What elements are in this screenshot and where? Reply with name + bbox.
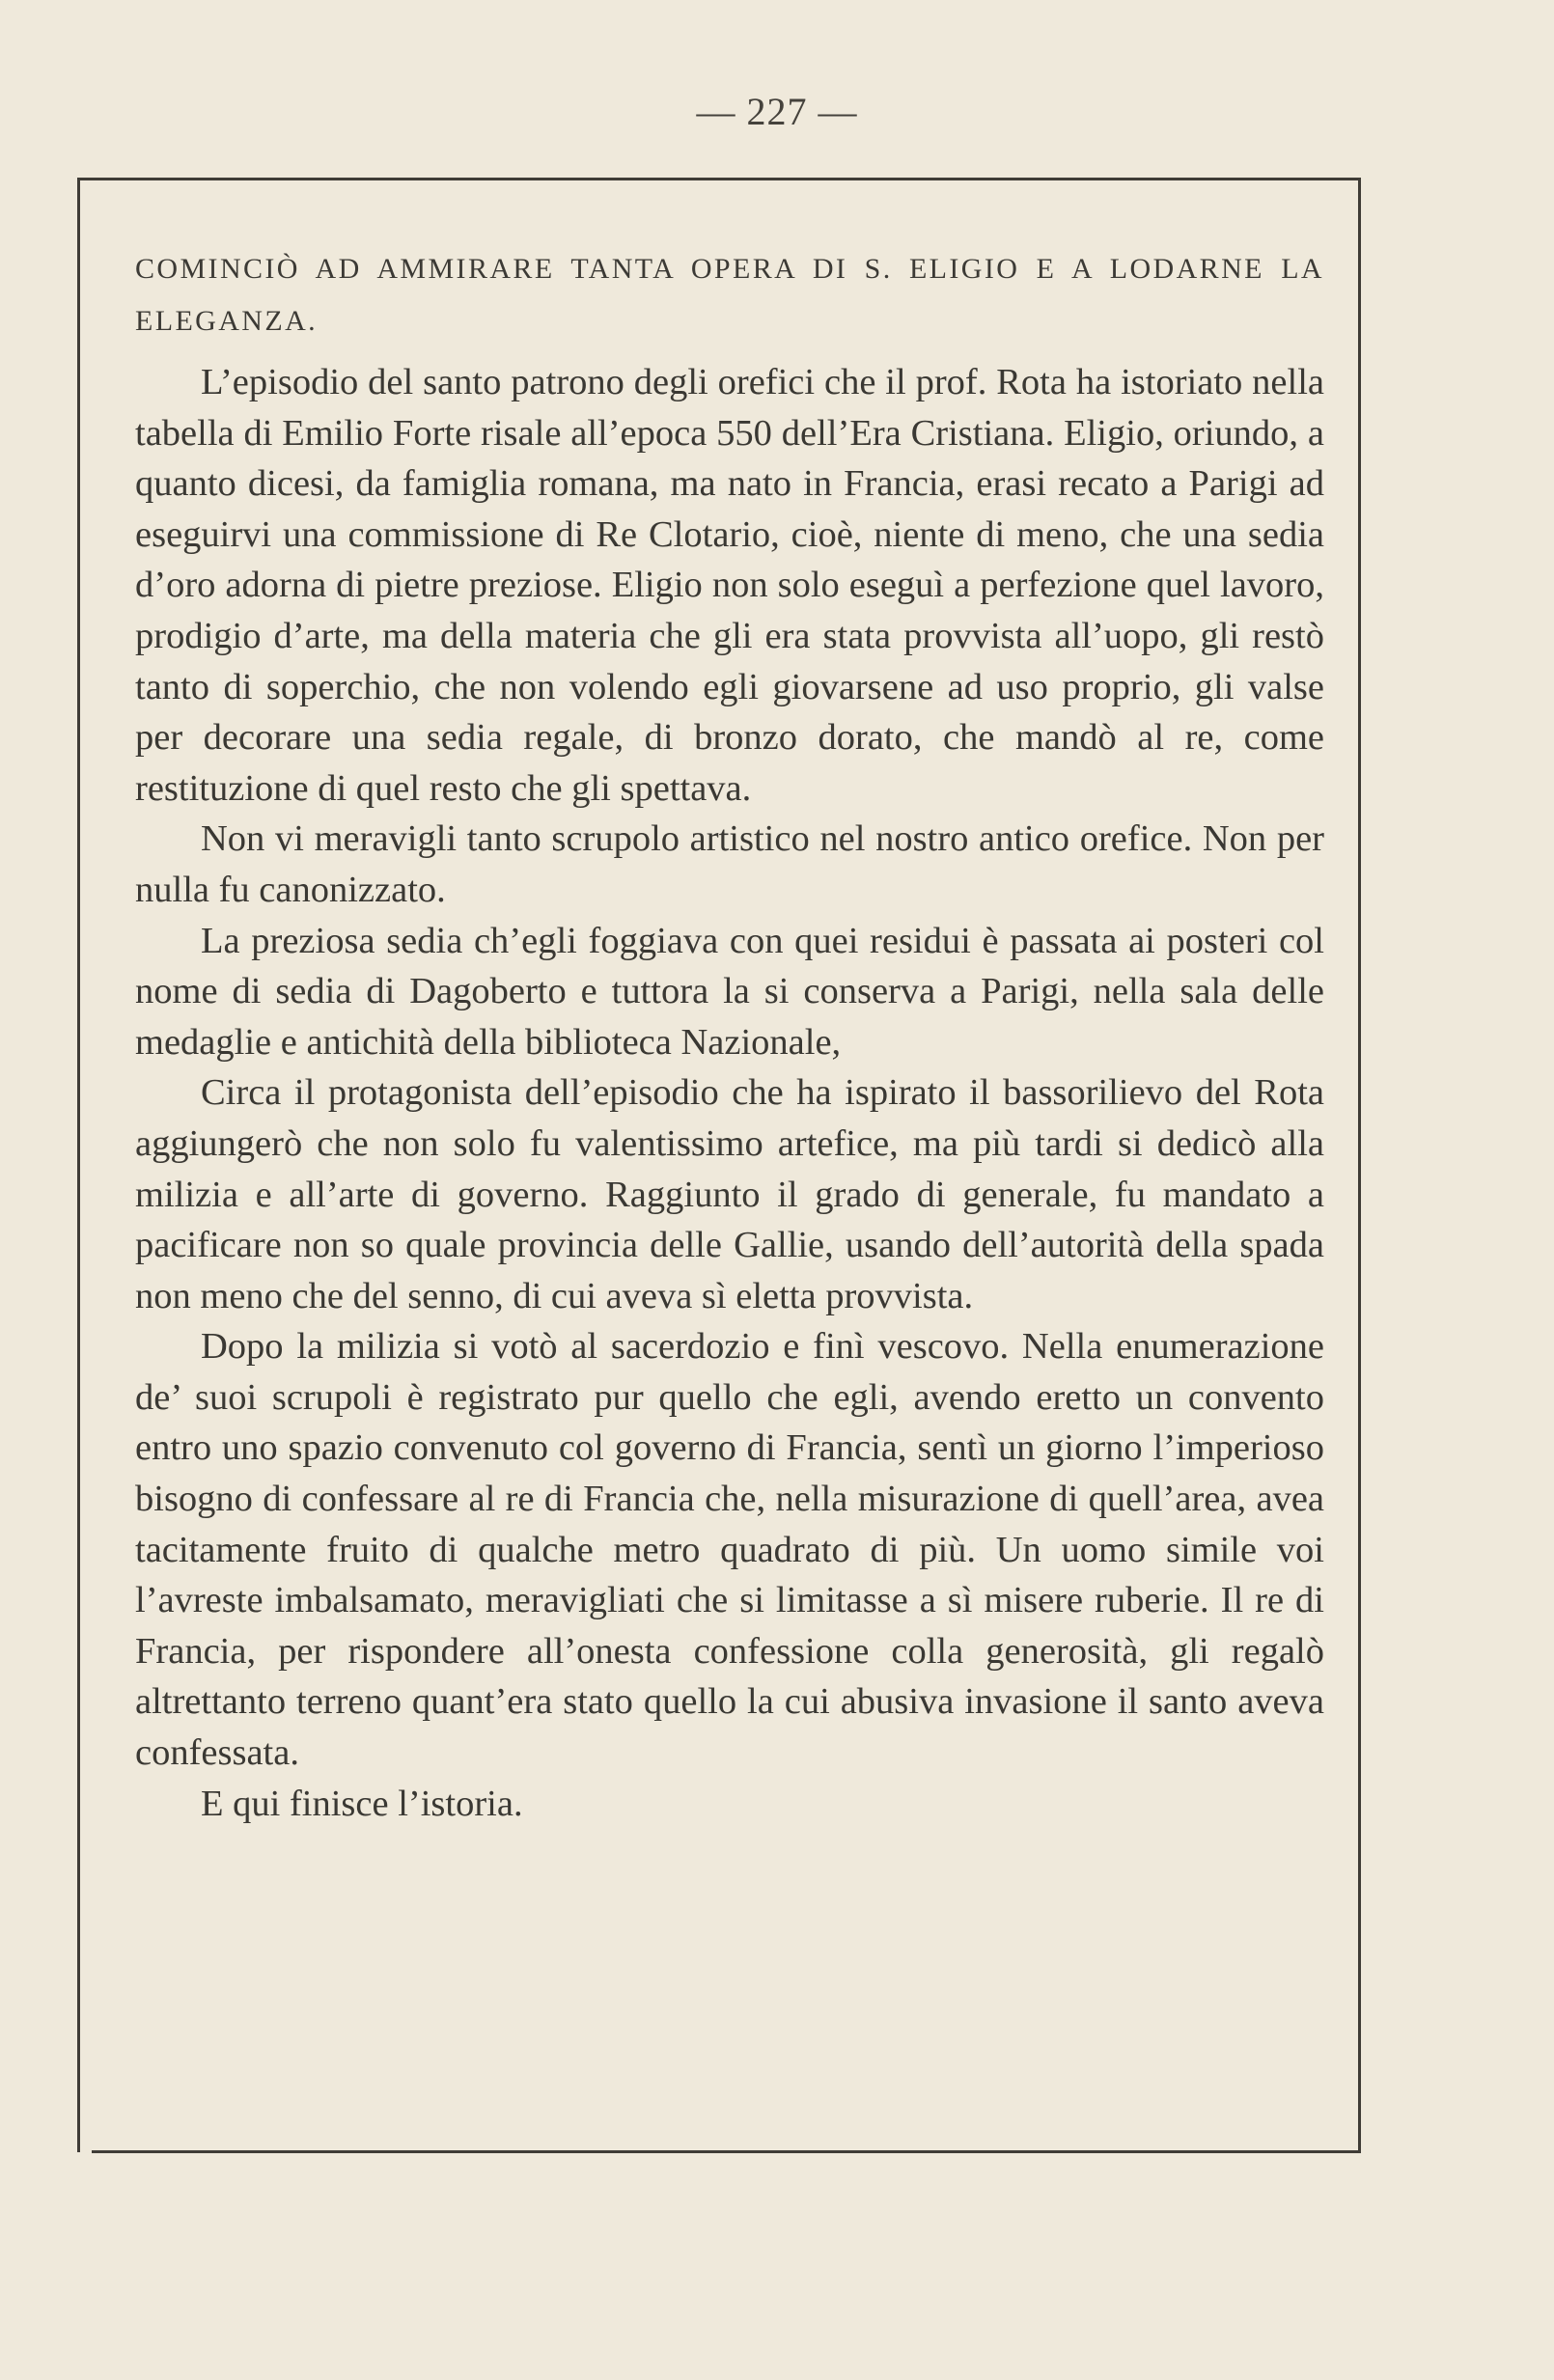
frame-top-rule xyxy=(77,178,1361,180)
paragraph: Circa il protagonista dell’episodio che ha ispirato il bassorilievo del Rota aggiungerò che non solo fu valentissimo artefice, ma più tardi si dedicò alla milizia e all’arte di governo. Raggiunto il grado di generale, fu mandato a pacificare non so quale provincia delle Gallie, usando dell’autorità della spada non meno che del senno, di cui aveva sì eletta provvista. xyxy=(135,1072,1324,1316)
paragraph: La preziosa sedia ch’egli foggiava con quei residui è passata ai posteri col nome di sedia di Dagoberto e tuttora la si conserva a Parigi, nella sala delle medaglie e antichità della biblioteca Nazionale, xyxy=(135,920,1324,1063)
paragraph: Dopo la milizia si votò al sacerdozio e finì vescovo. Nella enumerazione de’ suoi scrupoli è registrato pur quello che egli, avendo eretto un convento entro uno spazio convenuto col governo di Francia, sentì un giorno l’imperioso bisogno di confessare al re di Francia che, nella misurazione di quell’area, avea tacitamente fruito di qualche metro quadrato di più. Un uomo simile voi l’avreste imbalsamato, meravigliati che si limitasse a sì misere ruberie. Il re di Francia, per rispondere all’onesta confessione colla generosità, gli regalò altrettanto terreno quant’era stato quello la cui abusiva invasione il santo aveva confessata. xyxy=(135,1326,1324,1774)
paragraph: E qui finisce l’istoria. xyxy=(201,1783,523,1824)
paragraph: Non vi meravigli tanto scrupolo artistico nel nostro antico orefice. Non per nulla fu canonizzato. xyxy=(135,818,1324,910)
frame-bottom-rule xyxy=(92,2150,1361,2153)
paragraph: L’episodio del santo patrono degli orefici che il prof. Rota ha istoriato nella tabella di Emilio Forte risale all’epoca 550 dell’Era Cristiana. Eligio, oriundo, a quanto dicesi, da famiglia romana, ma nato in Francia, erasi recato a Parigi ad eseguirvi una commissione di Re Clotario, cioè, niente di meno, che una sedia d’oro adorna di pietre preziose. Eligio non solo eseguì a perfezione quel lavoro, prodigio d’arte, ma della materia che gli era stata provvista all’uopo, gli restò tanto di soperchio, che non volendo egli giovarsene ad uso proprio, gli valse per decorare una sedia regale, di bronzo dorato, che mandò al re, come restituzione di quel resto che gli spettava. xyxy=(135,362,1324,809)
frame-right-rule xyxy=(1358,178,1361,2152)
text-block xyxy=(135,243,1324,1829)
page-number: — 227 — xyxy=(696,90,858,133)
section-heading: COMINCIÒ AD AMMIRARE TANTA OPERA DI S. ELIGIO E A LODARNE LA ELEGANZA. xyxy=(135,253,1324,337)
frame-left-rule xyxy=(77,178,80,2152)
